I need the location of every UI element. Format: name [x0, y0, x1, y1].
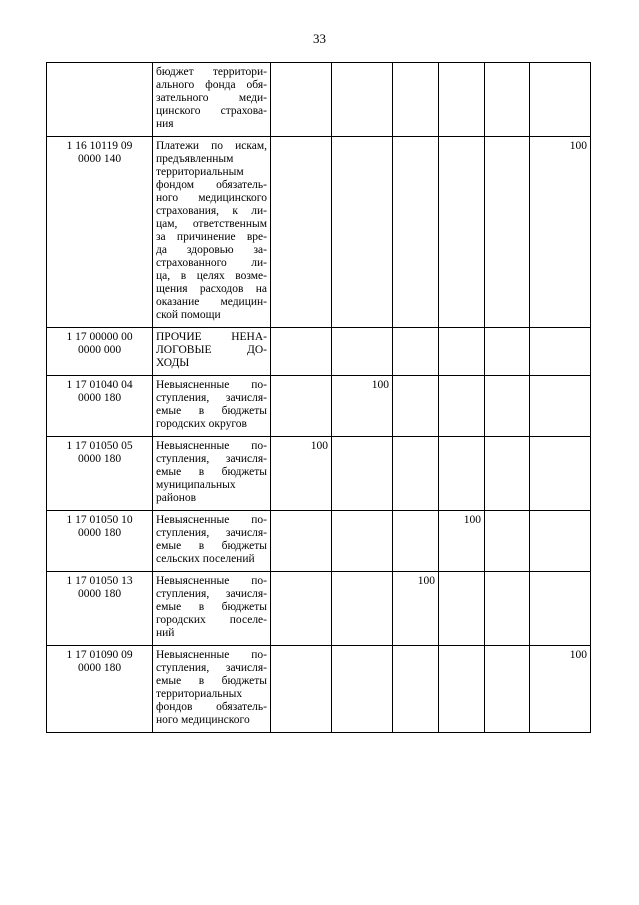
revenue-name-line: фондом обязатель-: [156, 179, 267, 191]
share-percent-cell: [439, 328, 485, 376]
budget-code-cell: [47, 137, 153, 328]
share-percent-cell: [393, 137, 439, 328]
share-percent-cell: [439, 137, 485, 328]
share-percent-cell: [271, 63, 332, 137]
share-percent-cell: [530, 437, 591, 511]
revenue-name-line: емые в бюджеты: [156, 405, 267, 417]
revenue-name-line: ступления, зачисля-: [156, 588, 267, 600]
budget-classification-table: [46, 62, 591, 733]
share-percent-cell: [332, 572, 393, 646]
share-percent-cell: [485, 511, 530, 572]
share-percent-cell: [439, 572, 485, 646]
share-percent-cell: [271, 511, 332, 572]
revenue-name-line: ального фонда обя-: [156, 79, 267, 91]
share-percent-cell: [530, 328, 591, 376]
budget-code-line: 0000 180: [77, 662, 122, 674]
budget-code-cell: [47, 572, 153, 646]
share-percent-cell: [439, 646, 485, 733]
revenue-name-line: фондов обязатель-: [156, 701, 267, 713]
page-number: 33: [313, 31, 326, 46]
revenue-name-line: оказание медицин-: [156, 296, 267, 308]
share-percent-cell: [439, 376, 485, 437]
share-percent-cell: [332, 328, 393, 376]
share-percent-cell: [332, 437, 393, 511]
revenue-name-line: емые в бюджеты: [156, 675, 267, 687]
budget-code-line: 1 17 01090 09: [66, 649, 133, 661]
share-percent-cell: [332, 646, 393, 733]
revenue-name-line: территориальным: [156, 166, 244, 178]
revenue-name-line: ступления, зачисля-: [156, 527, 267, 539]
share-percent-cell: 100: [271, 437, 332, 511]
revenue-name-line: ской помощи: [156, 309, 221, 321]
budget-code-line: 1 17 01040 04: [66, 379, 133, 391]
budget-code-line: 1 17 01050 13: [66, 575, 133, 587]
share-percent-cell: [271, 376, 332, 437]
revenue-name-line: Невыясненные по-: [156, 440, 267, 452]
budget-code-cell: [47, 646, 153, 733]
revenue-name-line: за причинение вре-: [156, 231, 267, 243]
revenue-name-line: страхованного ли-: [156, 257, 267, 269]
share-percent-cell: 100: [530, 646, 591, 733]
revenue-name-line: ния: [156, 118, 174, 130]
share-percent-cell: [485, 328, 530, 376]
revenue-name-line: Невыясненные по-: [156, 514, 267, 526]
revenue-name-line: ца, в целях возме-: [156, 270, 267, 282]
revenue-name-line: ного медицинского: [156, 192, 267, 204]
budget-code-line: 0000 000: [77, 344, 122, 356]
revenue-name-line: Невыясненные по-: [156, 649, 267, 661]
share-percent-cell: [485, 572, 530, 646]
table-row: [47, 137, 591, 328]
table-row: [47, 63, 591, 137]
budget-code-line: 1 17 01050 05: [66, 440, 133, 452]
revenue-name-line: емые в бюджеты: [156, 601, 267, 613]
revenue-name-cell: [153, 511, 271, 572]
revenue-name-line: сельских поселений: [156, 553, 255, 565]
table-row: [47, 646, 591, 733]
budget-code-line: 0000 180: [77, 392, 122, 404]
revenue-name-line: городских поселе-: [156, 614, 267, 626]
table-row: [47, 437, 591, 511]
revenue-name-line: территориальных: [156, 688, 243, 700]
share-percent-cell: 100: [332, 376, 393, 437]
revenue-name-line: зательного меди-: [156, 92, 267, 104]
share-percent-cell: [530, 511, 591, 572]
revenue-name-line: ЛОГОВЫЕ ДО-: [156, 344, 267, 356]
table-row: [47, 511, 591, 572]
budget-code-line: 1 17 01050 10: [66, 514, 133, 526]
budget-code-line: 0000 180: [77, 527, 122, 539]
revenue-name-line: ступления, зачисля-: [156, 392, 267, 404]
share-percent-cell: [332, 137, 393, 328]
table-row: [47, 376, 591, 437]
budget-code-cell: [47, 437, 153, 511]
share-percent-cell: [393, 63, 439, 137]
share-percent-cell: [439, 63, 485, 137]
share-percent-cell: [485, 376, 530, 437]
revenue-name-line: емые в бюджеты: [156, 540, 267, 552]
share-percent-cell: [485, 63, 530, 137]
share-percent-cell: [485, 137, 530, 328]
share-percent-cell: [271, 328, 332, 376]
revenue-name-line: емые в бюджеты: [156, 466, 267, 478]
share-percent-cell: [530, 63, 591, 137]
table-row: [47, 328, 591, 376]
share-percent-cell: 100: [393, 572, 439, 646]
share-percent-cell: [271, 137, 332, 328]
revenue-name-line: ний: [156, 627, 175, 639]
revenue-name-line: городских округов: [156, 418, 247, 430]
table-row: [47, 572, 591, 646]
budget-code-line: 0000 180: [77, 453, 122, 465]
budget-code-cell: [47, 376, 153, 437]
revenue-name-line: бюджет территори-: [156, 66, 267, 78]
revenue-name-line: ступления, зачисля-: [156, 453, 267, 465]
revenue-name-line: страхования, к ли-: [156, 205, 267, 217]
budget-code-cell: [47, 328, 153, 376]
revenue-name-line: ного медицинского: [156, 714, 250, 726]
share-percent-cell: [393, 376, 439, 437]
revenue-name-cell: [153, 63, 271, 137]
budget-code-line: 1 16 10119 09: [66, 140, 133, 152]
revenue-name-cell: [153, 328, 271, 376]
share-percent-cell: [530, 376, 591, 437]
revenue-name-line: ПРОЧИЕ НЕНА-: [156, 331, 267, 343]
share-percent-cell: [530, 572, 591, 646]
revenue-name-cell: [153, 437, 271, 511]
revenue-name-cell: [153, 137, 271, 328]
share-percent-cell: [393, 646, 439, 733]
revenue-name-line: ступления, зачисля-: [156, 662, 267, 674]
revenue-name-line: цинского страхова-: [156, 105, 267, 117]
share-percent-cell: [332, 511, 393, 572]
share-percent-cell: [439, 437, 485, 511]
share-percent-cell: [393, 437, 439, 511]
revenue-name-line: ХОДЫ: [156, 357, 190, 369]
budget-code-line: 1 17 00000 00: [66, 331, 133, 343]
revenue-name-cell: [153, 376, 271, 437]
share-percent-cell: 100: [439, 511, 485, 572]
revenue-name-cell: [153, 646, 271, 733]
revenue-name-line: щения расходов на: [156, 283, 267, 295]
share-percent-cell: 100: [530, 137, 591, 328]
budget-code-cell: [47, 511, 153, 572]
revenue-name-line: Невыясненные по-: [156, 379, 267, 391]
share-percent-cell: [332, 63, 393, 137]
revenue-name-cell: [153, 572, 271, 646]
revenue-name-line: муниципальных: [156, 479, 236, 491]
revenue-name-line: Невыясненные по-: [156, 575, 267, 587]
revenue-name-line: районов: [156, 492, 197, 504]
share-percent-cell: [485, 646, 530, 733]
revenue-name-line: да здоровью за-: [156, 244, 267, 256]
share-percent-cell: [271, 646, 332, 733]
budget-code-line: 0000 140: [77, 153, 122, 165]
budget-code-cell: [47, 63, 153, 137]
revenue-name-line: предъявленным: [156, 153, 234, 165]
revenue-name-line: цам, ответственным: [156, 218, 267, 230]
share-percent-cell: [393, 511, 439, 572]
revenue-name-line: Платежи по искам,: [156, 140, 267, 152]
budget-code-line: 0000 180: [77, 588, 122, 600]
share-percent-cell: [485, 437, 530, 511]
share-percent-cell: [393, 328, 439, 376]
share-percent-cell: [271, 572, 332, 646]
